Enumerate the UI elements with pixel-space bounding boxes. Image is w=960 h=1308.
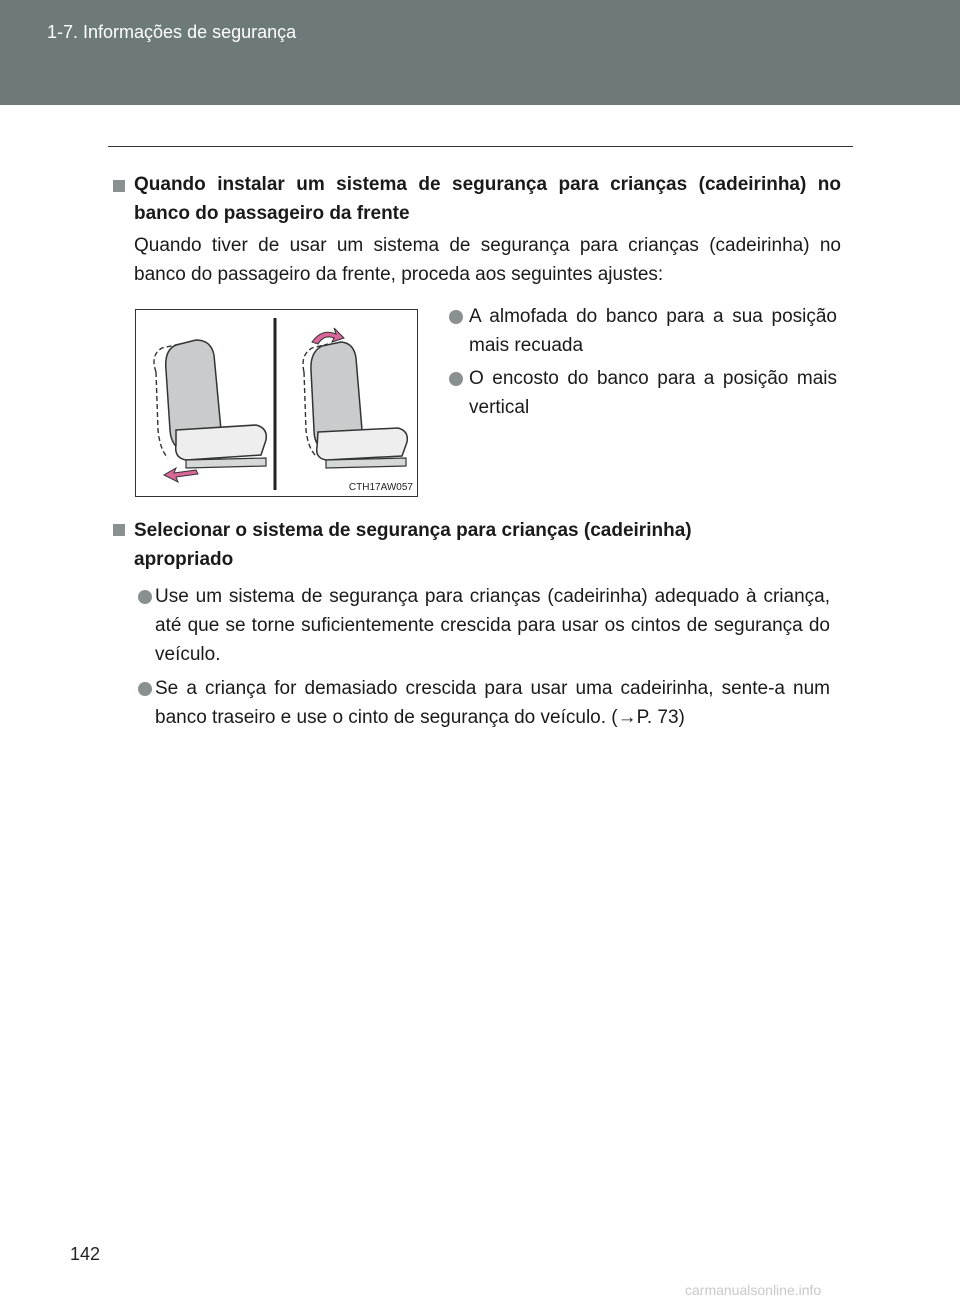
page-number: 142 [70, 1244, 101, 1264]
seat-illustration [136, 310, 417, 496]
page-header [0, 0, 960, 105]
circle-bullet-icon [138, 590, 152, 604]
left-seat-icon [154, 340, 266, 482]
seat-adjustment-figure [135, 309, 418, 497]
list-item: A almofada do banco para a sua posição mais recuada [469, 306, 837, 356]
list-item: Use um sistema de segurança para crianças (cadeirinha) adequado à criança, até que se torne suficientemente crescida para usar os cintos de segurança do veículo. [155, 586, 830, 665]
figure-code: CTH17AW057 [348, 482, 413, 493]
list-item: Se a criança for demasiado crescida para usar uma cadeirinha, sente-a num banco traseiro e use o cinto de segurança do veículo. (→P. 73) [155, 678, 830, 728]
section-body: Quando tiver de usar um sistema de segurança para crianças (cadeirinha) no banco do passageiro da frente, proceda aos seguintes ajustes: [134, 235, 841, 285]
section-heading: Selecionar o sistema de segurança para crianças (cadeirinha) apropriado [134, 520, 692, 570]
section-heading: Quando instalar um sistema de segurança para crianças (cadeirinha) no banco do passageiro da frente [134, 174, 841, 224]
chapter-title: 1-7. Informações de segurança [47, 22, 297, 42]
circle-bullet-icon [449, 372, 463, 386]
footer-watermark: carmanualsonline.info [685, 1282, 822, 1298]
circle-bullet-icon [449, 310, 463, 324]
divider-rule [108, 146, 853, 147]
list-item: O encosto do banco para a posição mais vertical [469, 368, 837, 418]
circle-bullet-icon [138, 682, 152, 696]
square-bullet-icon [113, 180, 125, 192]
square-bullet-icon [113, 524, 125, 536]
right-seat-icon [303, 328, 407, 468]
